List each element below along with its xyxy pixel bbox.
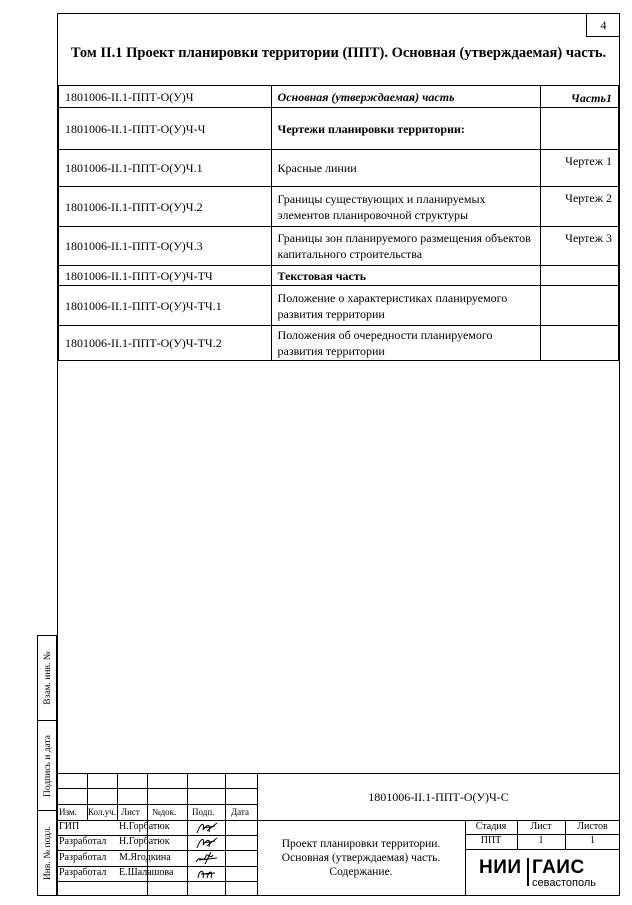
signature-3 — [193, 850, 221, 866]
contents-row — [59, 108, 619, 150]
contents-row — [59, 150, 619, 187]
contents-row — [59, 227, 619, 266]
hdr-kol: Кол.уч. — [88, 807, 116, 817]
logo-sub: севастополь — [532, 877, 596, 889]
binding-strip — [37, 635, 58, 896]
sheets-label: Листов — [577, 821, 608, 832]
row-code: 1801006-II.1-ППТ-О(У)Ч-ТЧ.2 — [59, 326, 272, 361]
row-name: Положение о характеристиках планируемого развития территории — [271, 286, 541, 326]
row-name: Основная (утверждаемая) часть — [271, 86, 541, 108]
title-block — [57, 773, 620, 896]
row-code: 1801006-II.1-ППТ-О(У)Ч-Ч — [59, 108, 272, 150]
vzam-label: Взам. инв. № — [43, 651, 54, 705]
podpis-cell — [37, 720, 57, 811]
logo-part-1: НИИ — [479, 857, 522, 878]
row-note — [541, 266, 619, 286]
name-4: Е.Шалашова — [119, 867, 174, 878]
podpis-label: Подпись и дата — [43, 734, 54, 797]
sheet-value: 1 — [538, 835, 544, 846]
hdr-podp: Подп. — [192, 807, 215, 817]
row-code: 1801006-II.1-ППТ-О(У)Ч-ТЧ.1 — [59, 286, 272, 326]
stage-value: ППТ — [480, 835, 502, 846]
doc-code: 1801006-II.1-ППТ-О(У)Ч-С — [368, 790, 509, 804]
role-1: ГИП — [59, 821, 80, 832]
row-note: Чертеж 2 — [541, 187, 619, 227]
row-name: Текстовая часть — [271, 266, 541, 286]
contents-row — [59, 286, 619, 326]
row-name: Границы зон планируемого размещения объектов капитального строительства — [271, 227, 541, 266]
hdr-ndok: №док. — [152, 807, 177, 817]
contents-row — [59, 86, 619, 108]
page-title: Том II.1 Проект планировки территории (ППТ). Основная (утверждаемая) часть. — [70, 45, 607, 61]
contents-table — [58, 85, 619, 361]
name-3: М.Ягодкина — [119, 852, 171, 863]
contents-row — [59, 266, 619, 286]
row-note: Чертеж 3 — [541, 227, 619, 266]
hdr-list: Лист — [121, 807, 140, 817]
role-2: Разработал — [59, 836, 107, 847]
hdr-izm: Изм. — [59, 807, 77, 817]
inv-cell — [37, 810, 57, 896]
signature-1 — [193, 820, 221, 836]
doc-title-line-1: Проект планировки территории. — [281, 838, 441, 850]
row-code: 1801006-II.1-ППТ-О(У)Ч.3 — [59, 227, 272, 266]
row-note: Чертеж 1 — [541, 150, 619, 187]
logo-part-2: ГАИС — [532, 857, 585, 878]
row-note — [541, 326, 619, 361]
name-2: Н.Горбатюк — [119, 836, 170, 847]
row-name: Чертежи планировки территории: — [271, 108, 541, 150]
role-3: Разработал — [59, 852, 107, 863]
row-code: 1801006-II.1-ППТ-О(У)Ч-ТЧ — [59, 266, 272, 286]
name-1: Н.Горбатюк — [119, 821, 170, 832]
row-note — [541, 108, 619, 150]
role-4: Разработал — [59, 867, 107, 878]
row-name: Положения об очередности планируемого развития территории — [271, 326, 541, 361]
row-note — [541, 286, 619, 326]
contents-row — [59, 326, 619, 361]
doc-title-line-2: Основная (утверждаемая) часть. — [281, 852, 441, 864]
row-name: Границы существующих и планируемых элементов планировочной структуры — [271, 187, 541, 227]
signature-2 — [193, 835, 221, 851]
page-number: 4 — [586, 13, 620, 37]
hdr-data: Дата — [231, 807, 249, 817]
row-code: 1801006-II.1-ППТ-О(У)Ч — [59, 86, 272, 108]
stage-label: Стадия — [475, 821, 507, 832]
vzam-cell — [37, 635, 57, 721]
signature-4 — [193, 866, 221, 882]
doc-title-line-3: Содержание. — [329, 866, 393, 878]
row-code: 1801006-II.1-ППТ-О(У)Ч.2 — [59, 187, 272, 227]
inv-label: Инв. № подл. — [43, 825, 54, 881]
company-logo — [469, 855, 617, 891]
row-code: 1801006-II.1-ППТ-О(У)Ч.1 — [59, 150, 272, 187]
sheet-label: Лист — [530, 821, 552, 832]
row-note: Часть1 — [541, 86, 619, 108]
contents-row — [59, 187, 619, 227]
row-name: Красные линии — [271, 150, 541, 187]
sheets-value: 1 — [590, 835, 595, 846]
